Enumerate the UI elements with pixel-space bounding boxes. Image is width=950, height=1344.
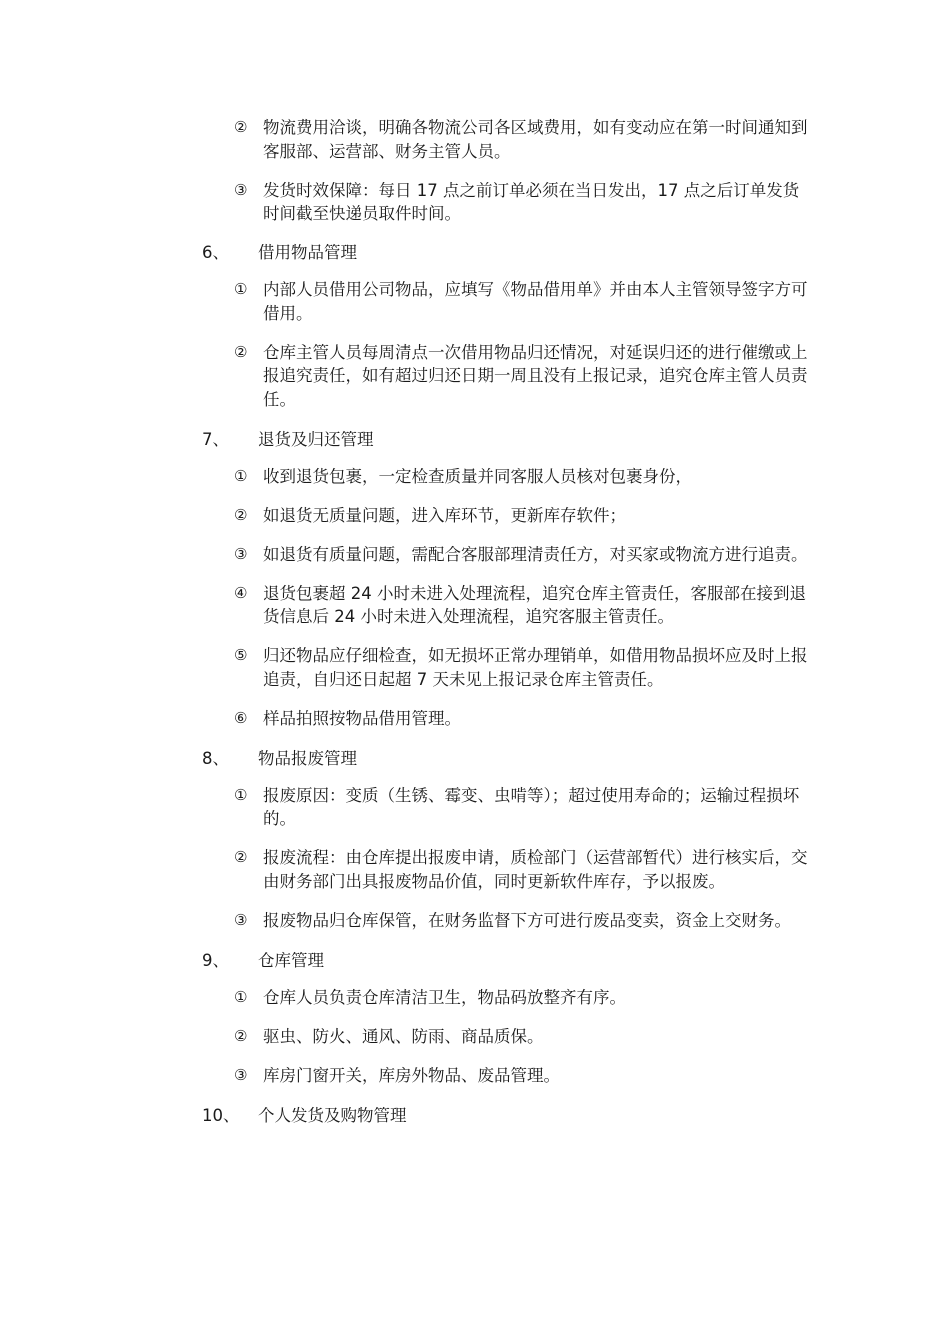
item-marker: ① bbox=[234, 987, 248, 1006]
item-marker: ③ bbox=[234, 1065, 248, 1084]
section-personal-shipping bbox=[202, 1103, 814, 1129]
section-borrowed-items bbox=[202, 240, 814, 411]
item-marker: ② bbox=[234, 118, 248, 136]
item-text: 驱虫、防火、通风、防雨、商品质保。 bbox=[263, 1026, 544, 1046]
list-item bbox=[234, 707, 814, 731]
item-text: 发货时效保障：每日 17 点之前订单必须在当日发出，17 点之后订单发货时间截至快递员取件时间。 bbox=[263, 180, 800, 223]
list-item bbox=[234, 846, 814, 893]
section-heading bbox=[202, 240, 814, 266]
item-text: 物流费用洽谈，明确各物流公司各区域费用，如有变动应在第一时间通知到客服部、运营部、财务主管人员。 bbox=[263, 118, 808, 161]
list-item bbox=[234, 179, 814, 226]
section-number: 7、 bbox=[202, 429, 229, 449]
section-heading bbox=[202, 1103, 814, 1129]
item-marker: ⑤ bbox=[234, 646, 248, 664]
list-item bbox=[234, 543, 814, 567]
item-text: 仓库人员负责仓库清洁卫生，物品码放整齐有序。 bbox=[263, 987, 626, 1007]
item-text: 仓库主管人员每周清点一次借用物品归还情况，对延误归还的进行催缴或上报追究责任，如有超过归还日期一周且没有上报记录，追究仓库主管人员责任。 bbox=[263, 342, 808, 409]
list-item bbox=[234, 644, 814, 691]
item-marker: ② bbox=[234, 848, 248, 866]
item-marker: ② bbox=[234, 1026, 248, 1045]
item-marker: ⑥ bbox=[234, 708, 248, 727]
list-item bbox=[234, 986, 814, 1010]
section-number: 6、 bbox=[202, 243, 229, 262]
item-marker: ④ bbox=[234, 583, 248, 602]
section-title: 退货及归还管理 bbox=[258, 429, 374, 449]
section-returns bbox=[202, 427, 814, 731]
section-heading bbox=[202, 948, 814, 974]
item-text: 库房门窗开关，库房外物品、废品管理。 bbox=[263, 1065, 560, 1085]
item-marker: ① bbox=[234, 785, 248, 804]
item-text: 报废原因：变质（生锈、霉变、虫啃等）；超过使用寿命的；运输过程损坏的。 bbox=[263, 785, 800, 828]
section-number: 8、 bbox=[202, 748, 229, 768]
list-item bbox=[234, 504, 814, 528]
section-warehouse bbox=[202, 948, 814, 1088]
section-number: 10、 bbox=[202, 1105, 240, 1125]
item-text: 如退货无质量问题，进入库环节，更新库存软件； bbox=[263, 505, 626, 525]
section-title: 物品报废管理 bbox=[258, 748, 357, 768]
item-marker: ① bbox=[234, 280, 248, 298]
item-text: 退货包裹超 24 小时未进入处理流程，追究仓库主管责任，客服部在接到退货信息后 24 小时未进入处理流程，追究客服主管责任。 bbox=[263, 583, 806, 626]
list-item bbox=[234, 909, 814, 933]
section-title: 仓库管理 bbox=[258, 950, 324, 970]
item-text: 内部人员借用公司物品，应填写《物品借用单》并由本人主管领导签字方可借用。 bbox=[263, 280, 808, 323]
item-text: 报废物品归仓库保管，在财务监督下方可进行废品变卖，资金上交财务。 bbox=[263, 910, 791, 930]
item-marker: ③ bbox=[234, 180, 248, 199]
section-heading bbox=[202, 746, 814, 772]
list-item bbox=[234, 1025, 814, 1049]
item-text: 如退货有质量问题，需配合客服部理清责任方，对买家或物流方进行追责。 bbox=[263, 544, 808, 564]
list-item bbox=[234, 582, 814, 629]
item-text: 样品拍照按物品借用管理。 bbox=[263, 708, 461, 728]
continued-list bbox=[234, 116, 814, 241]
list-item bbox=[234, 1064, 814, 1088]
item-marker: ③ bbox=[234, 544, 248, 563]
section-items bbox=[234, 278, 814, 411]
section-number: 9、 bbox=[202, 950, 229, 970]
item-marker: ② bbox=[234, 505, 248, 524]
list-item bbox=[234, 278, 814, 325]
section-title: 借用物品管理 bbox=[258, 243, 357, 262]
item-marker: ② bbox=[234, 342, 248, 361]
list-item bbox=[234, 784, 814, 831]
list-item bbox=[234, 341, 814, 412]
section-items bbox=[234, 986, 814, 1088]
section-heading bbox=[202, 427, 814, 453]
section-scrap bbox=[202, 746, 814, 933]
item-marker: ③ bbox=[234, 910, 248, 929]
section-items bbox=[234, 784, 814, 933]
list-item bbox=[234, 465, 814, 489]
item-text: 归还物品应仔细检查，如无损坏正常办理销单，如借用物品损坏应及时上报追责，自归还日起超 7 天未见上报记录仓库主管责任。 bbox=[263, 646, 808, 689]
continued-items bbox=[234, 116, 814, 226]
section-items bbox=[234, 465, 814, 731]
item-text: 报废流程：由仓库提出报废申请，质检部门（运营部暂代）进行核实后，交由财务部门出具报废物品价值，同时更新软件库存，予以报废。 bbox=[263, 848, 808, 891]
section-title: 个人发货及购物管理 bbox=[258, 1105, 407, 1125]
sections bbox=[202, 240, 814, 1141]
item-text: 收到退货包裹，一定检查质量并同客服人员核对包裹身份， bbox=[263, 466, 692, 486]
list-item bbox=[234, 116, 814, 163]
item-marker: ① bbox=[234, 466, 248, 485]
